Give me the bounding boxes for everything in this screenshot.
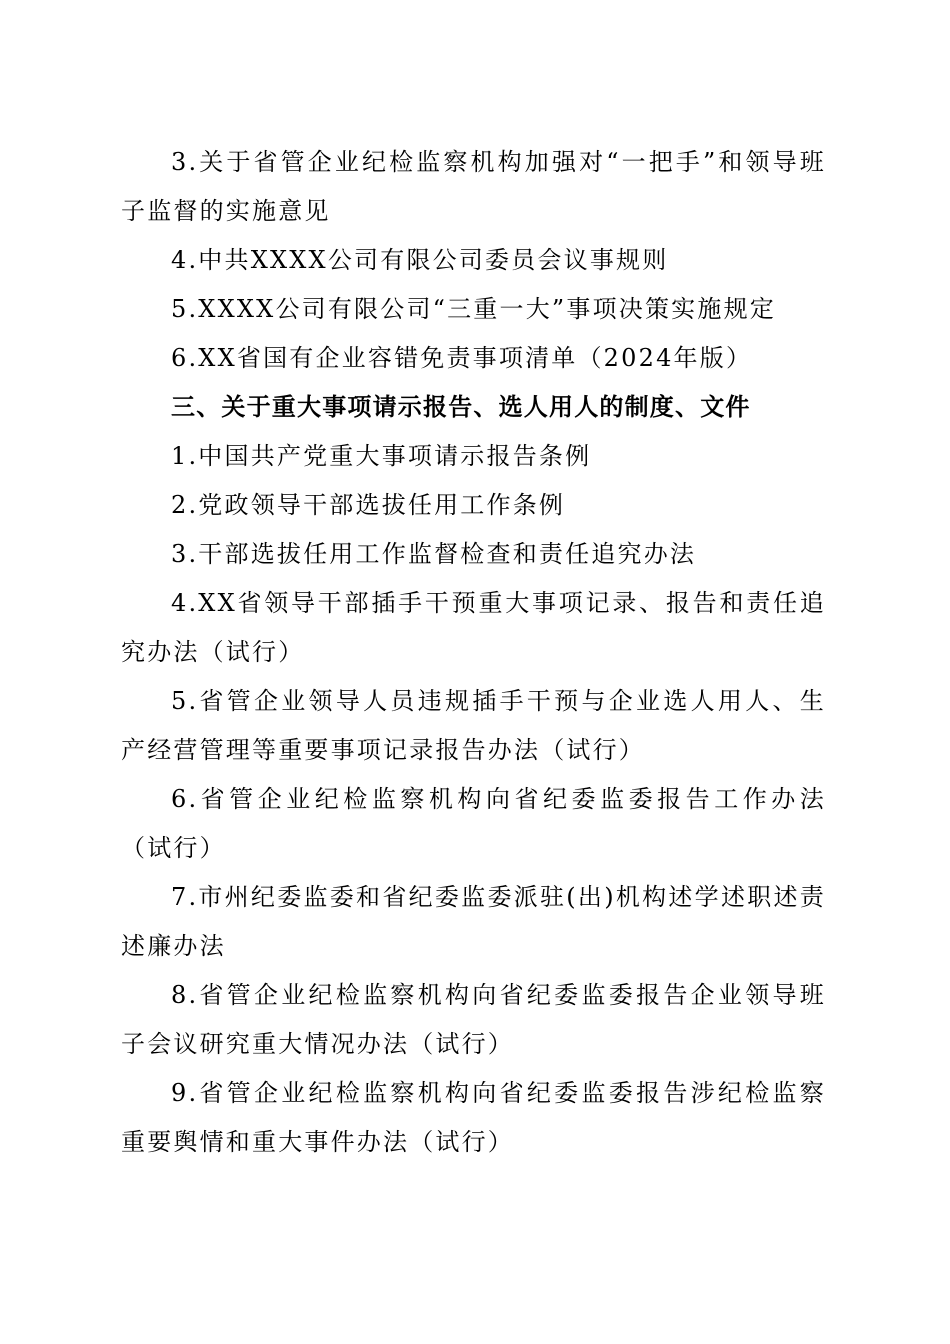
list-item: 7.市州纪委监委和省纪委监委派驻(出)机构述学述职述责述廉办法	[121, 883, 826, 960]
section-heading: 三、关于重大事项请示报告、选人用人的制度、文件	[171, 393, 751, 421]
list-item: 8.省管企业纪检监察机构向省纪委监委报告企业领导班子会议研究重大情况办法（试行）	[121, 981, 826, 1058]
list-item: 9.省管企业纪检监察机构向省纪委监委报告涉纪检监察重要舆情和重大事件办法（试行）	[121, 1079, 826, 1156]
list-item: 4.中共XXXX公司有限公司委员会议事规则	[171, 246, 669, 274]
list-item: 5.省管企业领导人员违规插手干预与企业选人用人、生产经营管理等重要事项记录报告办法（试行）	[121, 687, 826, 764]
list-item: 6.XX省国有企业容错免责事项清单（2024年版）	[171, 344, 753, 372]
list-item: 3.干部选拔任用工作监督检查和责任追究办法	[171, 540, 697, 568]
list-item: 4.XX省领导干部插手干预重大事项记录、报告和责任追究办法（试行）	[121, 589, 826, 666]
list-item: 1.中国共产党重大事项请示报告条例	[171, 442, 592, 470]
list-item: 5.XXXX公司有限公司“三重一大”事项决策实施规定	[171, 295, 776, 323]
list-item: 3.关于省管企业纪检监察机构加强对“一把手”和领导班子监督的实施意见	[121, 148, 826, 225]
list-item: 2.党政领导干部选拔任用工作条例	[171, 491, 566, 519]
document-body	[121, 138, 826, 1167]
list-item: 6.省管企业纪检监察机构向省纪委监委报告工作办法（试行）	[121, 785, 826, 862]
